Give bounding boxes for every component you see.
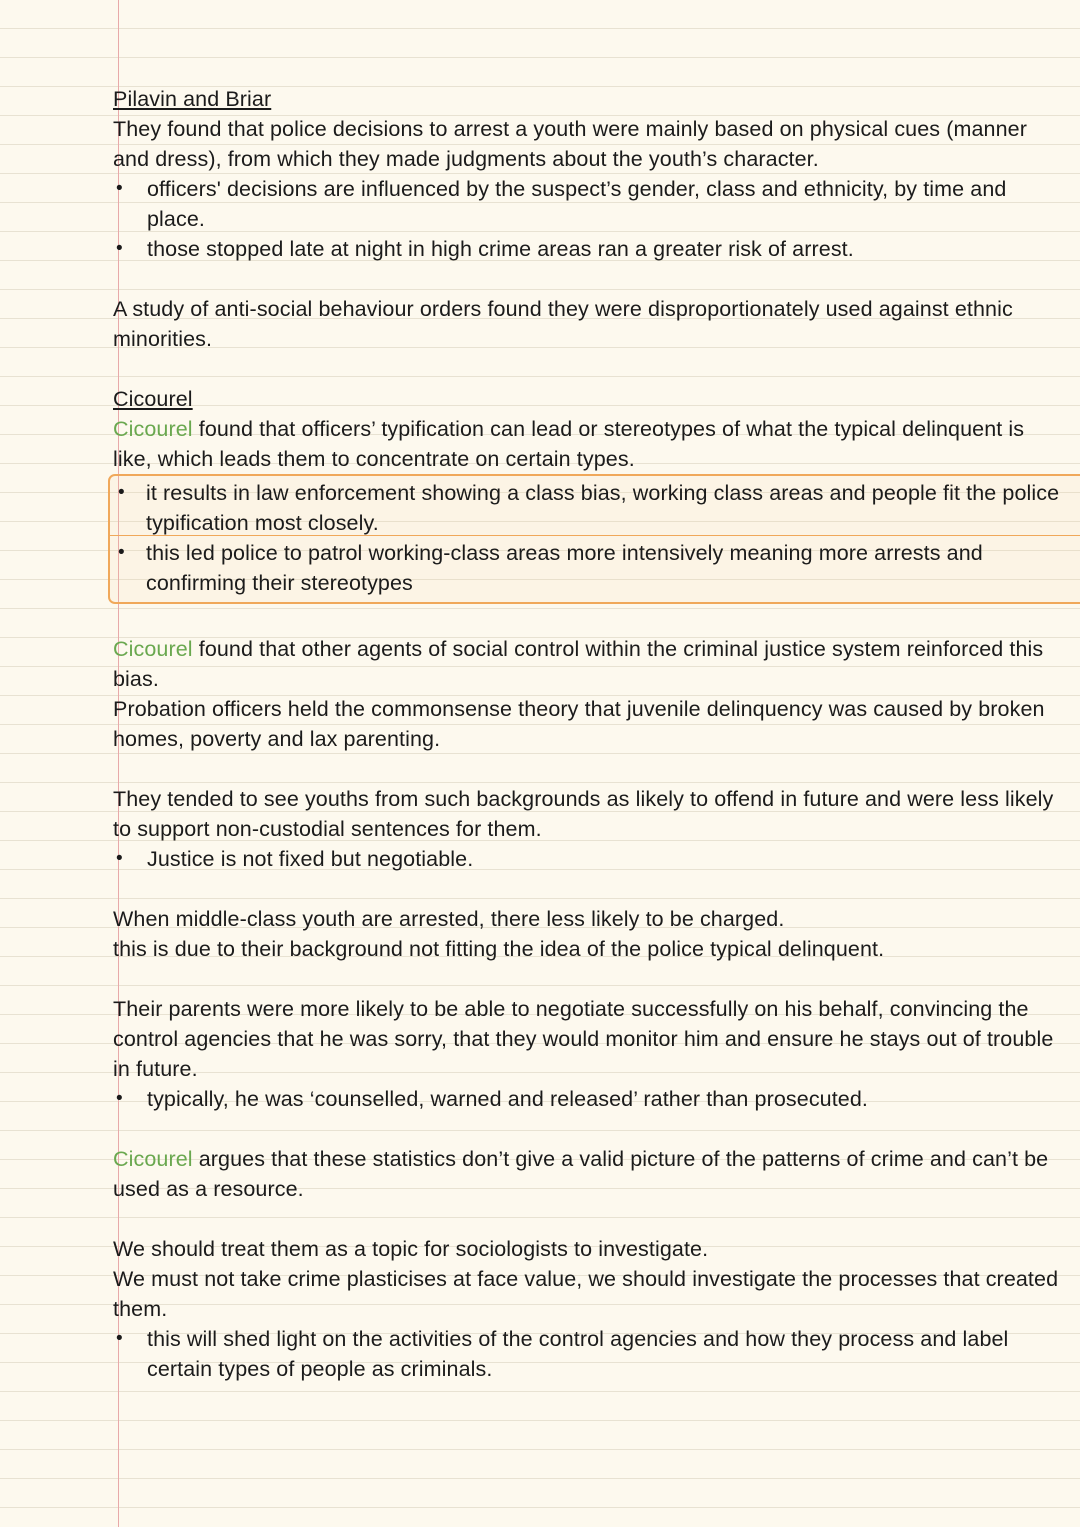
- list-item: • officers' decisions are influenced by the suspect’s gender, class and ethnicity, by time and place.: [113, 174, 1063, 234]
- paragraph-asbo-study: A study of anti-social behaviour orders found they were disproportionately used against ethnic minorities.: [113, 297, 1013, 351]
- bullet-list-cicourel-highlighted: [115, 478, 1080, 598]
- paragraph-text: found that other agents of social control within the criminal justice system reinforced this bias.: [113, 637, 1044, 691]
- paragraph-background-delinquent: this is due to their background not fitting the idea of the police typical delinquent.: [113, 937, 885, 961]
- list-item: • typically, he was ‘counselled, warned and released’ rather than prosecuted.: [113, 1084, 1063, 1114]
- note-content: [113, 84, 1063, 1384]
- paragraph-text: found that officers’ typification can lead or stereotypes of what the typical delinquent is like, which leads them to concentrate on certain types.: [113, 417, 1025, 471]
- paragraph-text: argues that these statistics don’t give a valid picture of the patterns of crime and can’t be used as a resource.: [113, 1147, 1049, 1201]
- paragraph-youths-offending: They tended to see youths from such backgrounds as likely to offend in future and were less likely to support non-custodial sentences for them.: [113, 787, 1054, 841]
- list-item: • Justice is not fixed but negotiable.: [113, 844, 1063, 874]
- paragraph-cicourel-typification: [113, 414, 1063, 474]
- bullet-list-pilavin: [113, 174, 1063, 264]
- paragraph-middle-class-youth: When middle-class youth are arrested, there less likely to be charged.: [113, 907, 785, 931]
- paragraph-cicourel-other-agents: [113, 634, 1063, 694]
- spacer: [113, 1204, 1063, 1234]
- bullet-list-shed-light: [113, 1324, 1063, 1384]
- keyword-cicourel: Cicourel: [113, 417, 193, 441]
- paragraph-probation-officers: Probation officers held the commonsense theory that juvenile delinquency was caused by broken homes, poverty and lax parenting.: [113, 697, 1045, 751]
- list-item: • it results in law enforcement showing a class bias, working class areas and people fit the police typification most closely.: [115, 478, 1080, 538]
- spacer: [113, 264, 1063, 294]
- highlighted-bullets-box: [108, 474, 1080, 604]
- section-heading-cicourel: Cicourel: [113, 387, 193, 411]
- spacer: [113, 354, 1063, 384]
- paragraph-face-value: We must not take crime plasticises at face value, we should investigate the processes that created them.: [113, 1267, 1059, 1321]
- keyword-cicourel: Cicourel: [113, 637, 193, 661]
- paragraph-pilavin-findings: They found that police decisions to arrest a youth were mainly based on physical cues (manner and dress), from which they made judgments about the youth’s character.: [113, 117, 1027, 171]
- bullet-list-counselled: [113, 1084, 1063, 1114]
- list-item: • this led police to patrol working-class areas more intensively meaning more arrests and confirming their stereotypes: [115, 538, 1080, 598]
- list-item: • this will shed light on the activities of the control agencies and how they process and label certain types of people as criminals.: [113, 1324, 1063, 1384]
- paragraph-parents-negotiate: Their parents were more likely to be able to negotiate successfully on his behalf, convincing the control agencies that he was sorry, that they would monitor him and ensure he stays out of trouble in future.: [113, 997, 1054, 1081]
- paragraph-treat-as-topic: We should treat them as a topic for sociologists to investigate.: [113, 1237, 709, 1261]
- spacer: [113, 754, 1063, 784]
- keyword-cicourel: Cicourel: [113, 1147, 193, 1171]
- spacer: [113, 964, 1063, 994]
- bullet-list-justice: [113, 844, 1063, 874]
- spacer: [113, 1114, 1063, 1144]
- spacer: [113, 604, 1063, 634]
- section-heading-pilavin-and-briar: Pilavin and Briar: [113, 87, 272, 111]
- paragraph-cicourel-statistics: [113, 1144, 1063, 1204]
- spacer: [113, 874, 1063, 904]
- list-item: • those stopped late at night in high crime areas ran a greater risk of arrest.: [113, 234, 1063, 264]
